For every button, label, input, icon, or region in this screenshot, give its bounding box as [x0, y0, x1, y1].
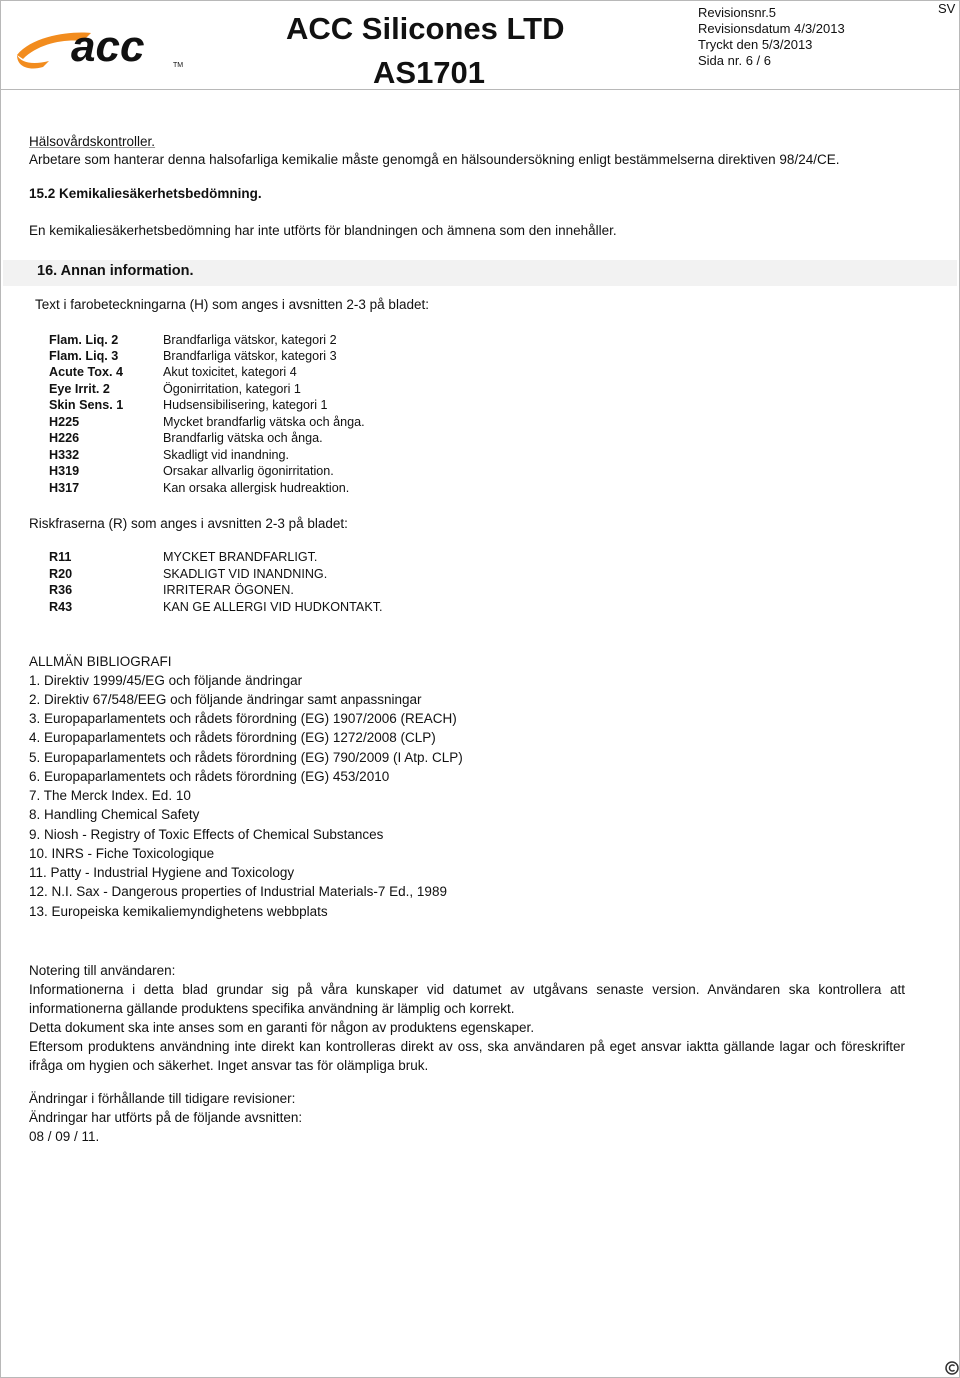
r-item-code: R36	[49, 583, 73, 597]
revision-changes	[29, 1089, 905, 1146]
h-item-code: H225	[49, 415, 80, 429]
revision-changes-line: Ändringar i förhållande till tidigare revisioner:	[29, 1091, 296, 1106]
chem-safety-text: En kemikaliesäkerhetsbedömning har inte utförts för blandningen och ämnena som den innehåller.	[29, 223, 617, 238]
chem-safety-heading: 15.2 Kemikaliesäkerhetsbedömning.	[29, 186, 262, 201]
r-phrases-intro: Riskfraserna (R) som anges i avsnitten 2-3 på bladet:	[29, 516, 348, 531]
revision-changes-line: 08 / 09 / 11.	[29, 1129, 100, 1144]
h-item-code: Flam. Liq. 3	[49, 349, 119, 363]
bibliography-item: 2. Direktiv 67/548/EEG och följande ändringar samt anpassningar	[29, 692, 422, 707]
product-code: AS1701	[373, 55, 486, 90]
bibliography-item: 4. Europaparlamentets och rådets förordning (EG) 1272/2008 (CLP)	[29, 730, 436, 745]
bibliography-item: 9. Niosh - Registry of Toxic Effects of Chemical Substances	[29, 827, 384, 842]
h-item-code: Flam. Liq. 2	[49, 333, 119, 347]
h-item-code: Eye Irrit. 2	[49, 382, 110, 396]
r-item-code: R43	[49, 600, 73, 614]
section-16-heading: 16. Annan information.	[37, 263, 194, 279]
acc-logo	[13, 15, 193, 73]
bibliography-item: 13. Europeiska kemikaliemyndighetens webbplats	[29, 904, 328, 919]
bibliography-item: 8. Handling Chemical Safety	[29, 807, 200, 822]
bibliography-item: 12. N.I. Sax - Dangerous properties of Industrial Materials-7 Ed., 1989	[29, 884, 447, 899]
corner-badge-icon	[945, 1361, 959, 1375]
h-item-desc: Ögonirritation, kategori 1	[163, 382, 301, 396]
bibliography-item: 6. Europaparlamentets och rådets förordning (EG) 453/2010	[29, 769, 390, 784]
r-item-desc: IRRITERAR ÖGONEN.	[163, 583, 294, 597]
h-item-code: Acute Tox. 4	[49, 365, 123, 379]
user-notice-paragraph: Informationerna i detta blad grundar sig på våra kunskaper vid datumet av utgåvans senaste version. Användaren ska kontrollera att informationerna gällande produktens specifika användning är lämplig och korrekt.	[29, 982, 905, 1016]
revision-number: Revisionsnr.5	[698, 5, 777, 20]
h-item-code: H332	[49, 448, 80, 462]
h-item-code: H317	[49, 481, 80, 495]
user-notice-title: Notering till användaren:	[29, 963, 176, 978]
logo-wordmark: acc	[71, 22, 145, 71]
user-notice-paragraph: Detta dokument ska inte anses som en garanti för någon av produktens egenskaper.	[29, 1020, 535, 1035]
h-item-desc: Akut toxicitet, kategori 4	[163, 365, 297, 379]
user-notice	[29, 961, 905, 1075]
r-item-desc: SKADLIGT VID INANDNING.	[163, 567, 328, 581]
bibliography-title: ALLMÄN BIBLIOGRAFI	[29, 654, 172, 669]
revision-block	[698, 5, 845, 69]
user-notice-paragraph: Eftersom produktens användning inte direkt kan kontrolleras direkt av oss, ska användaren på eget ansvar iaktta gällande lagar och föreskrifter ifråga om hygien och säkerhet. Inget ansvar tas för olämpliga bruk.	[29, 1039, 905, 1073]
health-title: Hälsovårdskontroller.	[29, 134, 156, 149]
r-item-code: R20	[49, 567, 73, 581]
bibliography-item: 5. Europaparlamentets och rådets förordning (EG) 790/2009 (I Atp. CLP)	[29, 750, 463, 765]
company-name: ACC Silicones LTD	[286, 11, 565, 46]
r-item-desc: KAN GE ALLERGI VID HUDKONTAKT.	[163, 600, 383, 614]
section-16-band	[3, 260, 957, 286]
h-item-desc: Brandfarlig vätska och ånga.	[163, 431, 323, 445]
h-item-code: H226	[49, 431, 80, 445]
h-item-desc: Orsakar allvarlig ögonirritation.	[163, 464, 334, 478]
page-header	[1, 1, 959, 90]
bibliography-item: 3. Europaparlamentets och rådets förordning (EG) 1907/2006 (REACH)	[29, 711, 457, 726]
h-phrases-intro: Text i farobeteckningarna (H) som anges i avsnitten 2-3 på bladet:	[35, 297, 429, 312]
h-item-desc: Skadligt vid inandning.	[163, 448, 290, 462]
page-number: Sida nr. 6 / 6	[698, 53, 771, 68]
logo-tm: TM	[173, 62, 184, 69]
h-item-code: Skin Sens. 1	[49, 398, 124, 412]
h-item-desc: Brandfarliga vätskor, kategori 2	[163, 333, 337, 347]
bibliography-item: 10. INRS - Fiche Toxicologique	[29, 846, 215, 861]
r-item-code: R11	[49, 550, 72, 564]
h-item-code: H319	[49, 464, 80, 478]
bibliography-item: 11. Patty - Industrial Hygiene and Toxicology	[29, 865, 295, 880]
h-item-desc: Brandfarliga vätskor, kategori 3	[163, 349, 337, 363]
h-item-desc: Hudsensibilisering, kategori 1	[163, 398, 328, 412]
revision-date: Revisionsdatum 4/3/2013	[698, 21, 845, 36]
health-text: Arbetare som hanterar denna halsofarliga kemikalie måste genomgå en hälsoundersökning enligt bestämmelserna direktiven 98/24/CE.	[29, 152, 840, 167]
h-item-desc: Mycket brandfarlig vätska och ånga.	[163, 415, 365, 429]
h-item-desc: Kan orsaka allergisk hudreaktion.	[163, 481, 350, 495]
r-item-desc: MYCKET BRANDFARLIGT.	[163, 550, 318, 564]
bibliography-item: 7. The Merck Index. Ed. 10	[29, 788, 191, 803]
language-code: SV	[938, 1, 956, 16]
revision-changes-line: Ändringar har utförts på de följande avsnitten:	[29, 1110, 303, 1125]
print-date: Tryckt den 5/3/2013	[698, 37, 813, 52]
bibliography-item: 1. Direktiv 1999/45/EG och följande ändringar	[29, 673, 303, 688]
